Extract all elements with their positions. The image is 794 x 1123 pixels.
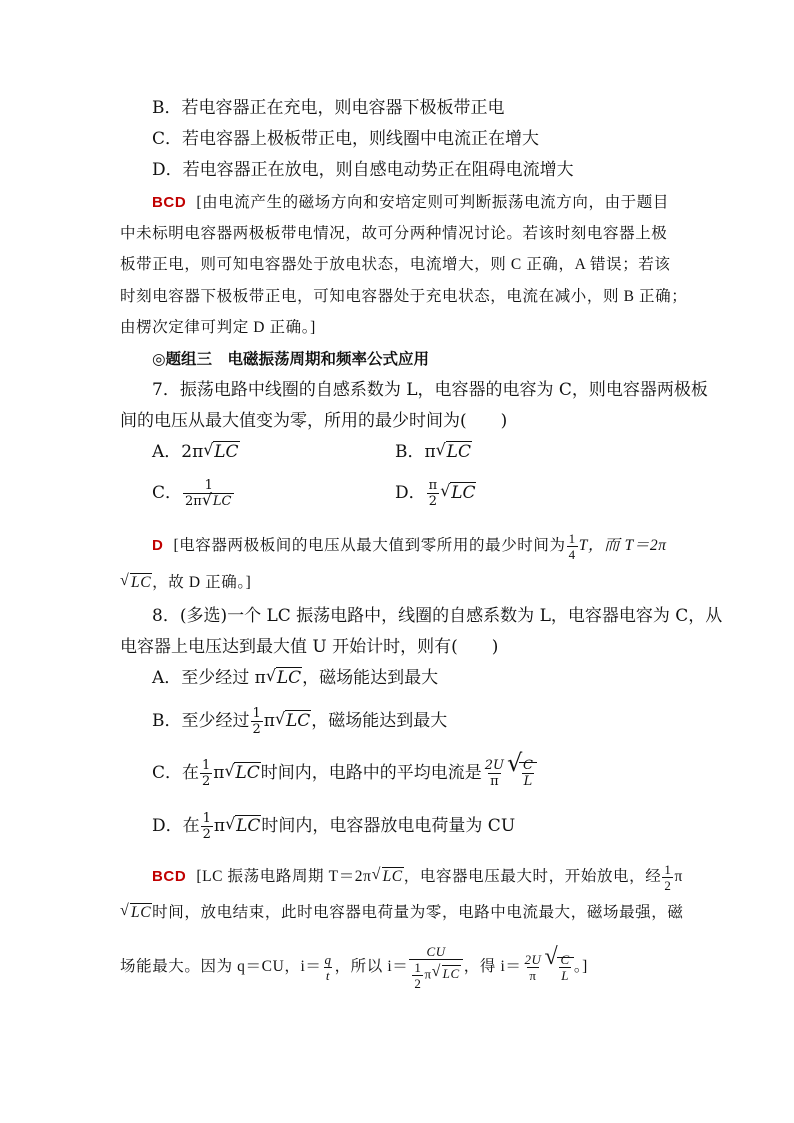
q8-answer-text1b: ，电容器电压最大时，开始放电，经 xyxy=(403,868,662,886)
q8-answer-line2 xyxy=(120,902,683,924)
q8-b-text2: ，磁场能达到最大 xyxy=(311,711,448,731)
q7-c-den xyxy=(183,493,234,509)
q6-answer-line5: 由楞次定律可判定 D 正确。] xyxy=(120,319,316,336)
q7-b-radicand: LC xyxy=(446,442,471,462)
half-den: 2 xyxy=(252,722,261,737)
sqrt-symbol xyxy=(225,815,261,837)
half-den: 2 xyxy=(664,878,672,893)
q8-d-text1: D．在 xyxy=(152,816,200,836)
inner-pi: π xyxy=(424,966,432,982)
q8-answer-text2: 时间，放电结束，此时电容器电荷量为零，电路中电流最大，磁场最强，磁 xyxy=(152,904,684,921)
half-num: 1 xyxy=(202,758,211,773)
q6-option-d: D．若电容器正在放电，则自感电动势正在阻碍电流增大 xyxy=(152,160,574,180)
q6-answer-line2: 中未标明电容器两极板带电情况，故可分两种情况讨论。若该时刻电容器上极 xyxy=(120,225,668,242)
q-num: q xyxy=(324,952,332,967)
q8-answer-radicand-2: LC xyxy=(131,904,152,921)
q6-answer-line4: 时刻电容器下极板带正电，可知电容器处于充电状态，电流在减小，则 B 正确； xyxy=(120,288,688,305)
q8-answer-text1a: [LC 振荡电路周期 T＝2π xyxy=(196,868,372,886)
q8-c-pi: π xyxy=(213,763,225,783)
twoU-num: 2U xyxy=(524,952,542,967)
twoU-num: 2U xyxy=(484,758,505,773)
c-over-l-radicand xyxy=(557,952,574,983)
inner-half xyxy=(412,960,423,991)
inner-radicand: LC xyxy=(442,966,460,982)
q8-b-text1: B．至少经过 xyxy=(152,711,250,731)
half-num: 1 xyxy=(664,862,672,877)
c-num: √ C xyxy=(523,758,533,773)
q8-answer-text3c: ，得 i＝ xyxy=(463,958,522,976)
q8-b-half xyxy=(251,706,263,737)
q8-answer-key: BCD xyxy=(152,868,187,886)
q8-answer-pi: π xyxy=(674,868,683,886)
q8-option-b xyxy=(152,706,447,737)
q8-answer-text3a: 场能最大。因为 q＝CU，i＝ xyxy=(120,958,322,976)
half-num: 1 xyxy=(252,706,261,721)
q8-b-radicand: LC xyxy=(285,711,311,731)
q7-c-num: 1 xyxy=(204,478,213,493)
q8-answer-half xyxy=(662,862,673,893)
sqrt-symbol xyxy=(120,902,152,924)
q6-answer-key: BCD xyxy=(152,194,187,211)
q6-answer-text1: [由电流产生的磁场方向和安培定则可判断振荡电流方向，由于题目 xyxy=(196,194,669,211)
q8-c-text1: C．在 xyxy=(152,763,200,783)
q7-d-fraction xyxy=(427,478,440,509)
c-over-l xyxy=(559,952,572,983)
c-num: √ C xyxy=(560,952,570,967)
q8-option-c xyxy=(152,758,537,789)
q8-d-text2: 时间内，电容器放电电荷量为 CU xyxy=(261,816,516,836)
q8-d-half xyxy=(201,811,213,842)
pi-den: π xyxy=(529,968,537,983)
q8-option-d xyxy=(152,811,515,842)
half-pi-sqrt-den xyxy=(409,959,462,991)
sqrt-symbol xyxy=(507,758,537,789)
q-over-t xyxy=(322,952,333,983)
q8-d-pi: π xyxy=(213,816,226,836)
q7-d-den: 2 xyxy=(428,494,438,509)
q7-option-c xyxy=(152,478,235,509)
sqrt-symbol xyxy=(202,494,233,509)
q7-stem-line2: 间的电压从最大值变为零，所用的最少时间为( ) xyxy=(120,411,508,431)
q7-option-a-label: A．2π xyxy=(152,442,204,462)
q8-b-pi: π xyxy=(263,711,275,731)
twoU-over-pi xyxy=(522,952,543,983)
q8-answer-line3 xyxy=(120,944,588,991)
q7-c-den-2pi: 2π xyxy=(185,494,202,509)
half-num: 1 xyxy=(414,960,422,975)
q7-c-fraction xyxy=(183,478,234,509)
quarter-den: 4 xyxy=(568,547,576,562)
q7-option-d-label: D． xyxy=(395,483,426,503)
q8-c-2u-over-pi xyxy=(483,758,506,789)
pi-den: π xyxy=(490,774,499,789)
q8-answer-text3b: ，所以 i＝ xyxy=(334,958,409,976)
q7-option-a xyxy=(152,441,240,463)
section-heading: ◎题组三 电磁振荡周期和频率公式应用 xyxy=(152,349,430,368)
sqrt-symbol xyxy=(275,710,311,732)
half-den: 2 xyxy=(202,774,211,789)
c-over-l xyxy=(521,758,535,789)
q7-c-radicand: LC xyxy=(212,494,232,509)
half-den: 2 xyxy=(202,827,211,842)
sqrt-symbol xyxy=(432,966,461,981)
q8-option-a xyxy=(152,667,438,689)
q8-c-half xyxy=(200,758,212,789)
half-num: 1 xyxy=(202,811,211,826)
q7-option-d xyxy=(395,478,476,509)
q7-answer-radicand: LC xyxy=(131,574,152,591)
q8-a-radicand: LC xyxy=(276,668,302,688)
q8-a-text2: ，磁场能达到最大 xyxy=(302,668,439,688)
q7-stem-line1: 7．振荡电路中线圈的自感系数为 L，电容器的电容为 C，则电容器两极板 xyxy=(152,380,708,400)
q7-answer-quarter xyxy=(567,531,578,562)
cu-num: CU xyxy=(426,944,446,959)
sqrt-symbol xyxy=(203,441,239,463)
half-den: 2 xyxy=(414,976,422,991)
sqrt-symbol xyxy=(440,482,476,504)
q8-stem-line1: 8．(多选)一个 LC 振荡电路中，线圈的自感系数为 L，电容器电容为 C，从 xyxy=(152,606,723,626)
q7-answer-text1: [电容器两极板间的电压从最大值到零所用的最少时间为 xyxy=(173,537,566,555)
sqrt-symbol xyxy=(224,762,260,784)
q6-option-b: B．若电容器正在充电，则电容器下极板带正电 xyxy=(152,98,505,118)
q6-answer-line3: 板带正电，则可知电容器处于放电状态，电流增大，则 C 正确，A 错误；若该 xyxy=(120,256,671,273)
q7-d-num: π xyxy=(428,478,438,493)
q7-option-b xyxy=(395,441,472,463)
sqrt-symbol xyxy=(266,667,302,689)
q7-option-c-label: C． xyxy=(152,483,183,503)
sqrt-symbol xyxy=(545,952,574,983)
q7-a-radicand: LC xyxy=(214,442,239,462)
sqrt-symbol xyxy=(436,441,472,463)
q7-d-radicand: LC xyxy=(451,483,476,503)
q8-answer-text3d: 。] xyxy=(573,958,588,976)
q8-d-radicand: LC xyxy=(236,816,261,836)
q7-answer-line1 xyxy=(152,531,667,562)
q8-c-radicand: LC xyxy=(235,763,260,783)
q6-option-c: C．若电容器上极板带正电，则线圈中电流正在增大 xyxy=(152,129,540,149)
t-den: t xyxy=(325,968,331,983)
q8-answer-line1 xyxy=(152,862,683,893)
q8-stem-line2: 电容器上电压达到最大值 U 开始计时，则有( ) xyxy=(120,637,499,657)
q8-c-text2: 时间内，电路中的平均电流是 xyxy=(260,763,482,783)
q7-answer-text3: ，故 D 正确。] xyxy=(152,574,252,591)
sqrt-symbol xyxy=(372,866,404,888)
l-den: L xyxy=(561,968,570,983)
q8-answer-radicand-1: LC xyxy=(382,868,403,886)
q7-answer-line2 xyxy=(120,572,251,594)
q7-option-b-label: B．π xyxy=(395,442,436,462)
q8-a-text1: A．至少经过 π xyxy=(152,668,266,688)
q6-answer-line1 xyxy=(152,192,669,214)
c-over-l-radicand xyxy=(519,758,537,789)
l-den: L xyxy=(523,774,533,789)
quarter-num: 1 xyxy=(568,531,576,546)
sqrt-symbol xyxy=(120,572,152,594)
cu-over-half-pi-sqrt xyxy=(409,944,462,991)
q7-answer-key: D xyxy=(152,537,164,555)
q7-answer-text2: T，而 T＝2π xyxy=(578,537,667,555)
